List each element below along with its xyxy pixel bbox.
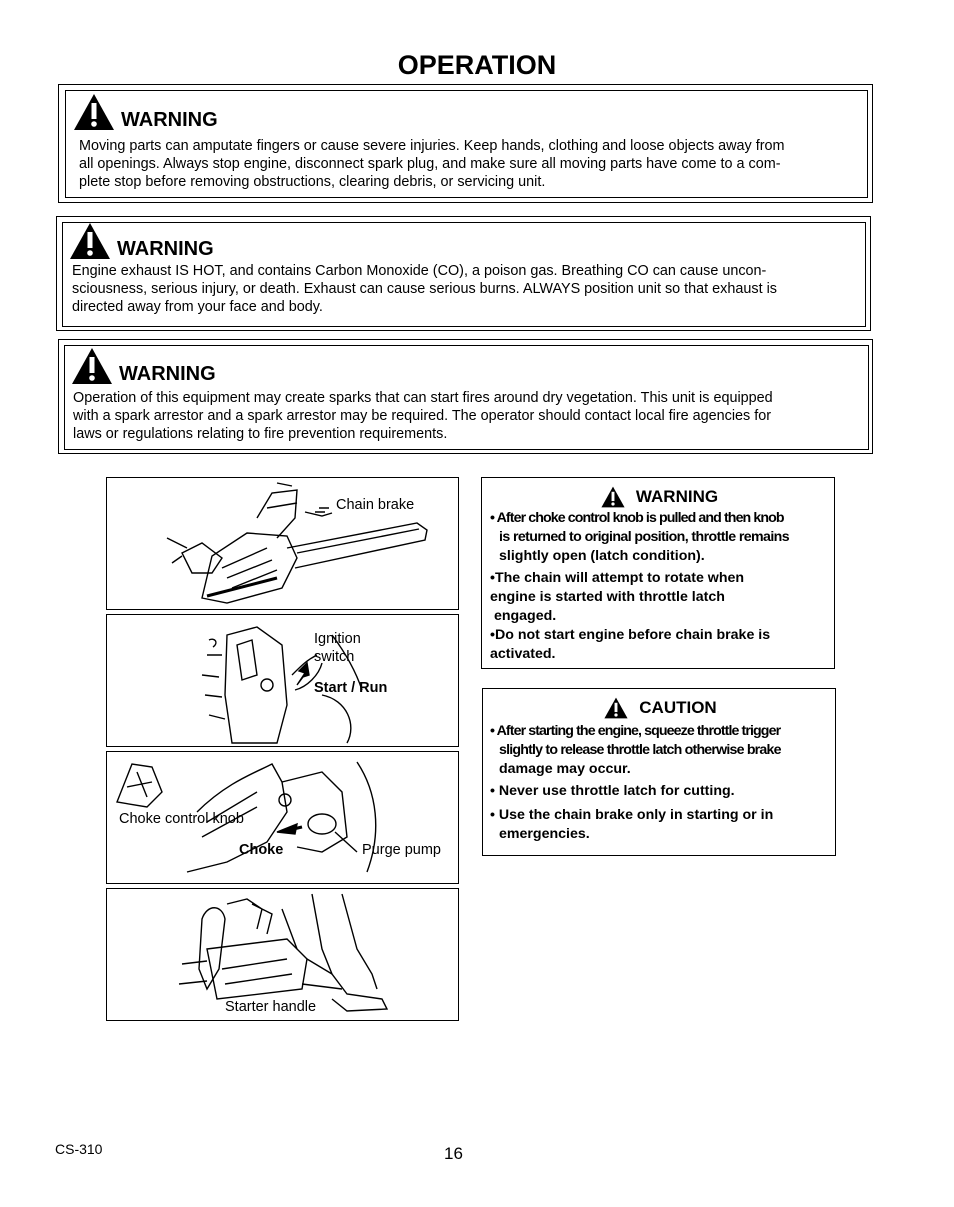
side-warning-box — [481, 477, 835, 669]
side-caution-box — [482, 688, 836, 856]
label-purge-pump: Purge pump — [362, 842, 441, 858]
warning-heading: WARNING — [121, 109, 218, 131]
warning-box-moving-parts — [58, 84, 873, 203]
page-title: OPERATION — [397, 50, 557, 80]
warning-triangle-icon — [71, 347, 113, 385]
label-starter-handle: Starter handle — [225, 999, 317, 1015]
label-ignition: Ignition — [314, 631, 361, 647]
side-caution-heading: CAUTION — [639, 698, 717, 717]
footer-page-number: 16 — [444, 1144, 463, 1163]
warning-triangle-icon — [73, 93, 115, 131]
ignition-switch-illustration — [107, 615, 459, 747]
label-switch: switch — [314, 649, 355, 665]
side-warning-item-2: •The chain will attempt to rotate when engine is started with throttle latch engaged. — [490, 570, 745, 624]
warning-box-sparks — [58, 339, 873, 454]
side-warning-item-3: •Do not start engine before chain brake is activated. — [490, 627, 771, 662]
side-caution-item-2: • Never use throttle latch for cutting. — [490, 783, 735, 799]
side-warning-item-1: • After choke control knob is pulled and then knob is returned to original position, throttle remains slightly open (latch condition). — [490, 510, 790, 564]
warning-heading: WARNING — [119, 363, 216, 385]
label-start-run: Start / Run — [314, 680, 388, 696]
side-caution-item-3: • Use the chain brake only in starting or in emergencies. — [490, 807, 774, 842]
figure-ignition-switch — [106, 614, 459, 747]
warning-box-exhaust — [56, 216, 871, 331]
figure-chain-brake — [106, 477, 459, 610]
warning-text: Engine exhaust IS HOT, and contains Carbon Monoxide (CO), a poison gas. Breathing CO can cause uncon- sciousness, serious injury, or death. Exhaust can cause serious burns. ALWAYS position unit so that exhaust is directed away from your face and body. — [72, 263, 777, 315]
warning-heading: WARNING — [117, 238, 214, 260]
label-chain-brake: Chain brake — [336, 497, 415, 513]
figure-choke — [106, 751, 459, 884]
label-choke: Choke — [239, 842, 284, 858]
figure-starter-handle — [106, 888, 459, 1021]
side-caution-item-1: • After starting the engine, squeeze throttle trigger slightly to release throttle latch otherwise brake damage may occur. — [490, 723, 781, 777]
footer-model: CS-310 — [55, 1141, 103, 1157]
warning-triangle-icon — [69, 222, 111, 260]
side-warning-heading: WARNING — [635, 487, 719, 506]
caution-triangle-icon — [603, 697, 629, 719]
warning-text: Moving parts can amputate fingers or cause severe injuries. Keep hands, clothing and loose objects away from all openings. Always stop engine, disconnect spark plug, and make sure all moving parts have come to a com- plete stop before removing obstructions, clearing debris, or servicing unit. — [79, 138, 785, 190]
label-choke-control-knob: Choke control knob — [119, 811, 244, 827]
warning-triangle-icon — [600, 486, 626, 508]
warning-text: Operation of this equipment may create sparks that can start fires around dry vegetation. This unit is equipped with a spark arrestor and a spark arrestor may be required. The operator should contact local fire agencies for laws or regulations relating to fire prevention requirements. — [73, 390, 773, 442]
